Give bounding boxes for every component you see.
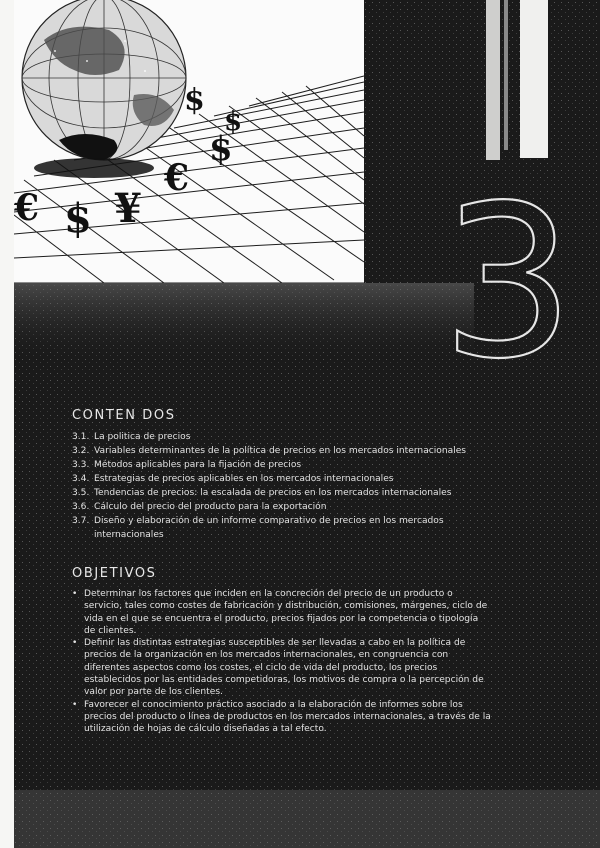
contents-item: 3.3. Métodos aplicables para la fijación de precios [72,460,302,470]
objectives-heading: OBJETIVOS [72,566,157,581]
objectives-list [72,588,492,736]
objective-item: • Definir las distintas estrategias susceptibles de ser llevadas a cabo en la política de precios de la organización en los mercados internacionales, en congruencia con diferentes aspectos como los costes, el ciclo de vida del producto, los precios establecidos por las entidades competidoras, los motivos de compra o la percepción de valor por parte de los clientes. [72,638,484,698]
chapter-number-graphic [440,180,580,370]
bullet-icon: • [72,638,78,649]
page-margin [0,0,14,848]
dollar-symbol-2: $ [209,129,233,169]
bullet-icon: • [72,699,78,710]
chapter-number: 3 [441,180,575,370]
yen-symbol: ¥ [114,185,142,232]
dollar-symbol-1: $ [184,83,205,118]
bullet-icon: • [72,589,78,599]
contents-item: 3.5. Tendencias de precios: la escalada de precios en los mercados internacionales [72,488,452,498]
contents-heading: CONTEN DOS [72,408,176,423]
euro-symbol-1: € [164,157,190,199]
contents-item: 3.6. Cálculo del precio del producto para la exportación [72,502,327,512]
globe-grid-image [14,0,364,283]
dollar-symbol-4: $ [224,107,243,137]
contents-item: 3.1. La politica de precios [72,432,191,442]
objective-item: • Favorecer el conocimiento práctico asociado a la elaboración de informes sobre los precios del producto o línea de productos en los mercados internacionales, a través de la utilización de hojas de cálculo diseñadas a tal efecto. [72,699,491,735]
contents-item: 3.2. Variables determinantes de la política de precios en los mercados internacionales [72,446,467,456]
decorative-vertical-bars [478,0,558,160]
contents-item: 3.7. Diseño y elaboración de un informe comparativo de precios en los mercados internacionales [72,516,444,540]
globe-currency-illustration [14,0,364,283]
euro-symbol-2: € [14,187,40,229]
contents-list [72,430,512,542]
contents-item: 3.4. Estrategias de precios aplicables en los mercados internacionales [72,474,394,484]
dollar-symbol-3: $ [64,195,92,242]
objective-item: • Determinar los factores que inciden en la concreción del precio de un producto o servicio, tales como costes de fabricación y distribución, comisiones, márgenes, ciclo de vida en el que se encuentra el producto, precios fijados por la competencia o tipología de clientes. [72,589,488,636]
